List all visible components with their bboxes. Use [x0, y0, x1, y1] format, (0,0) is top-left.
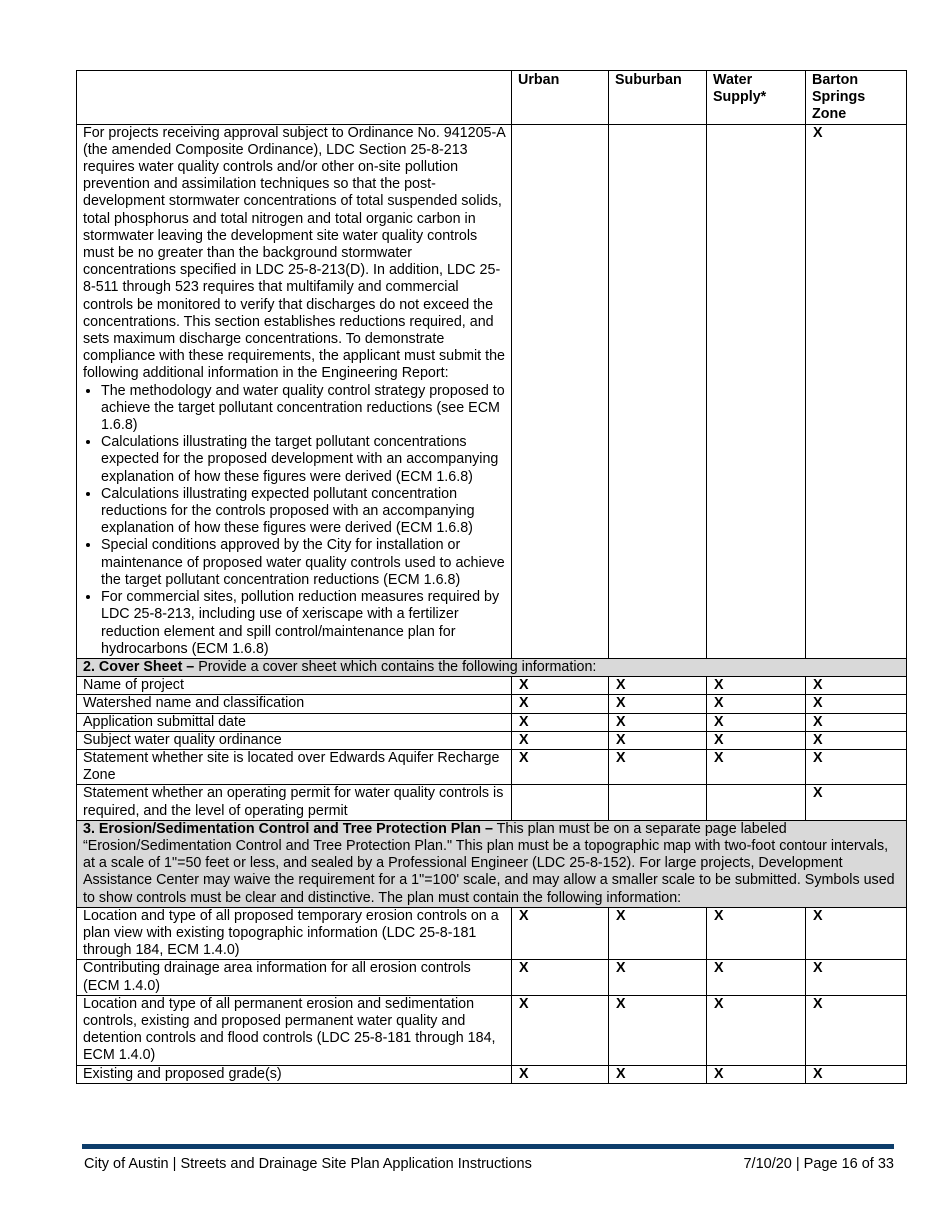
mark-suburban: X	[609, 731, 707, 749]
mark-barton-springs: X	[806, 713, 907, 731]
row-label: Contributing drainage area information for all erosion controls (ECM 1.4.0)	[77, 960, 512, 995]
header-suburban: Suburban	[609, 71, 707, 125]
table-row	[77, 749, 907, 784]
table-row	[77, 907, 907, 960]
mark-water-supply: X	[707, 713, 806, 731]
mark-barton-springs: X	[806, 995, 907, 1065]
mark-water-supply: X	[707, 1065, 806, 1083]
table-row	[77, 695, 907, 713]
mark-barton-springs: X	[806, 749, 907, 784]
table-row	[77, 713, 907, 731]
mark-barton-springs: X	[806, 695, 907, 713]
header-blank	[77, 71, 512, 125]
row-label: Statement whether site is located over Edwards Aquifer Recharge Zone	[77, 749, 512, 784]
row-label: Name of project	[77, 677, 512, 695]
mark-water-supply: X	[707, 960, 806, 995]
bullet-item: • Calculations illustrating the target pollutant concentrations expected for the proposed development with an accompanying explanation of how these figures were derived (ECM 1.6.8)	[101, 434, 505, 486]
mark-urban: X	[512, 749, 609, 784]
mark-suburban: X	[609, 907, 707, 960]
row-label: Location and type of all permanent erosion and sedimentation controls, existing and proposed permanent water quality and detention controls and flood controls (LDC 25-8-181 through 184, ECM 1.4.0)	[77, 995, 512, 1065]
mark-water-supply: X	[707, 995, 806, 1065]
footer-title: City of Austin | Streets and Drainage Site Plan Application Instructions	[84, 1156, 532, 1172]
mark-suburban: X	[609, 677, 707, 695]
header-urban: Urban	[512, 71, 609, 125]
mark-water-supply: X	[707, 677, 806, 695]
mark-suburban: X	[609, 1065, 707, 1083]
mark-urban	[512, 124, 609, 658]
mark-water-supply: X	[707, 731, 806, 749]
table-row	[77, 731, 907, 749]
mark-urban: X	[512, 731, 609, 749]
table-row	[77, 1065, 907, 1083]
ordinance-bullets	[83, 383, 505, 658]
header-row	[77, 71, 907, 125]
mark-barton-springs: X	[806, 731, 907, 749]
mark-barton-springs: X	[806, 1065, 907, 1083]
mark-urban: X	[512, 1065, 609, 1083]
row-label: Existing and proposed grade(s)	[77, 1065, 512, 1083]
section-3-title: 3. Erosion/Sedimentation Control and Tree Protection Plan –	[83, 820, 493, 837]
requirements-table	[76, 70, 907, 1084]
mark-urban: X	[512, 960, 609, 995]
row-label: Subject water quality ordinance	[77, 731, 512, 749]
table-row	[77, 677, 907, 695]
mark-barton-springs: X	[806, 960, 907, 995]
table-row	[77, 960, 907, 995]
table-row	[77, 995, 907, 1065]
header-barton-springs: Barton Springs Zone	[806, 71, 907, 125]
bullet-item: • Special conditions approved by the City for installation or maintenance of proposed water quality controls used to achieve the target pollutant concentration reductions (ECM 1.6.8)	[101, 537, 505, 589]
mark-water-supply	[707, 785, 806, 820]
mark-urban: X	[512, 713, 609, 731]
mark-barton-springs: X	[806, 907, 907, 960]
mark-suburban: X	[609, 713, 707, 731]
ordinance-intro: For projects receiving approval subject to Ordinance No. 941205-A (the amended Composite Ordinance), LDC Section 25-8-213 requires water quality controls and/or other on-site pollution prevention and assimilation techniques so that the post-development stormwater concentrations of total suspended solids, total phosphorus and total nitrogen and total organic carbon in stormwater leaving the development site water quality controls must be no greater than the background stormwater concentrations specified in LDC 25-8-213(D). In addition, LDC 25-8-511 through 523 requires that multifamily and commercial controls be monitored to verify that discharges do not exceed the concentrations. This section establishes reductions required, and sets maximum discharge concentrations. To demonstrate compliance with these requirements, the applicant must submit the following additional information in the Engineering Report:	[83, 124, 505, 382]
mark-suburban	[609, 124, 707, 658]
row-label: Application submittal date	[77, 713, 512, 731]
section-2-text: Provide a cover sheet which contains the following information:	[194, 658, 597, 675]
mark-water-supply: X	[707, 907, 806, 960]
section-3-text: This plan must be on a separate page labeled “Erosion/Sedimentation Control and Tree Protection Plan." This plan must be a topographic map with two-foot contour intervals, at a scale of 1"=50 feet or less, and sealed by a Professional Engineer (LDC 25-8-152). For large projects, Development Assistance Center may waive the requirement for a 1"=100' scale, and may allow a smaller scale to be submitted. Symbols used to show controls must be clear and distinctive. The plan must contain the following information:	[83, 820, 895, 906]
bullet-item: • The methodology and water quality control strategy proposed to achieve the target pollutant concentration reductions (see ECM 1.6.8)	[101, 383, 505, 435]
mark-barton-springs: X	[806, 785, 907, 820]
mark-suburban: X	[609, 995, 707, 1065]
mark-water-supply	[707, 124, 806, 658]
footer-divider	[82, 1144, 894, 1149]
mark-urban: X	[512, 907, 609, 960]
row-label: Location and type of all proposed temporary erosion controls on a plan view with existing topographic information (LDC 25-8-181 through 184, ECM 1.4.0)	[77, 907, 512, 960]
header-water-supply: Water Supply*	[707, 71, 806, 125]
row-label: Statement whether an operating permit for water quality controls is required, and the level of operating permit	[77, 785, 512, 820]
row-label: Watershed name and classification	[77, 695, 512, 713]
mark-suburban: X	[609, 960, 707, 995]
mark-barton-springs: X	[806, 124, 907, 658]
table-row	[77, 785, 907, 820]
mark-urban	[512, 785, 609, 820]
bullet-item: • For commercial sites, pollution reduction measures required by LDC 25-8-213, including use of xeriscape with a fertilizer reduction element and spill control/maintenance plan for hydrocarbons (ECM 1.6.8)	[101, 589, 505, 658]
section-2-title: 2. Cover Sheet –	[83, 658, 195, 675]
footer-page: 7/10/20 | Page 16 of 33	[743, 1156, 894, 1172]
ordinance-row	[77, 124, 907, 658]
mark-urban: X	[512, 695, 609, 713]
section-2-header	[77, 658, 907, 676]
mark-water-supply: X	[707, 695, 806, 713]
mark-water-supply: X	[707, 749, 806, 784]
mark-urban: X	[512, 677, 609, 695]
mark-suburban: X	[609, 749, 707, 784]
bullet-item: • Calculations illustrating expected pollutant concentration reductions for the controls proposed with an accompanying explanation of how these figures were derived (ECM 1.6.8)	[101, 486, 505, 538]
mark-suburban: X	[609, 695, 707, 713]
mark-urban: X	[512, 995, 609, 1065]
section-3-header	[77, 820, 907, 907]
mark-barton-springs: X	[806, 677, 907, 695]
mark-suburban	[609, 785, 707, 820]
